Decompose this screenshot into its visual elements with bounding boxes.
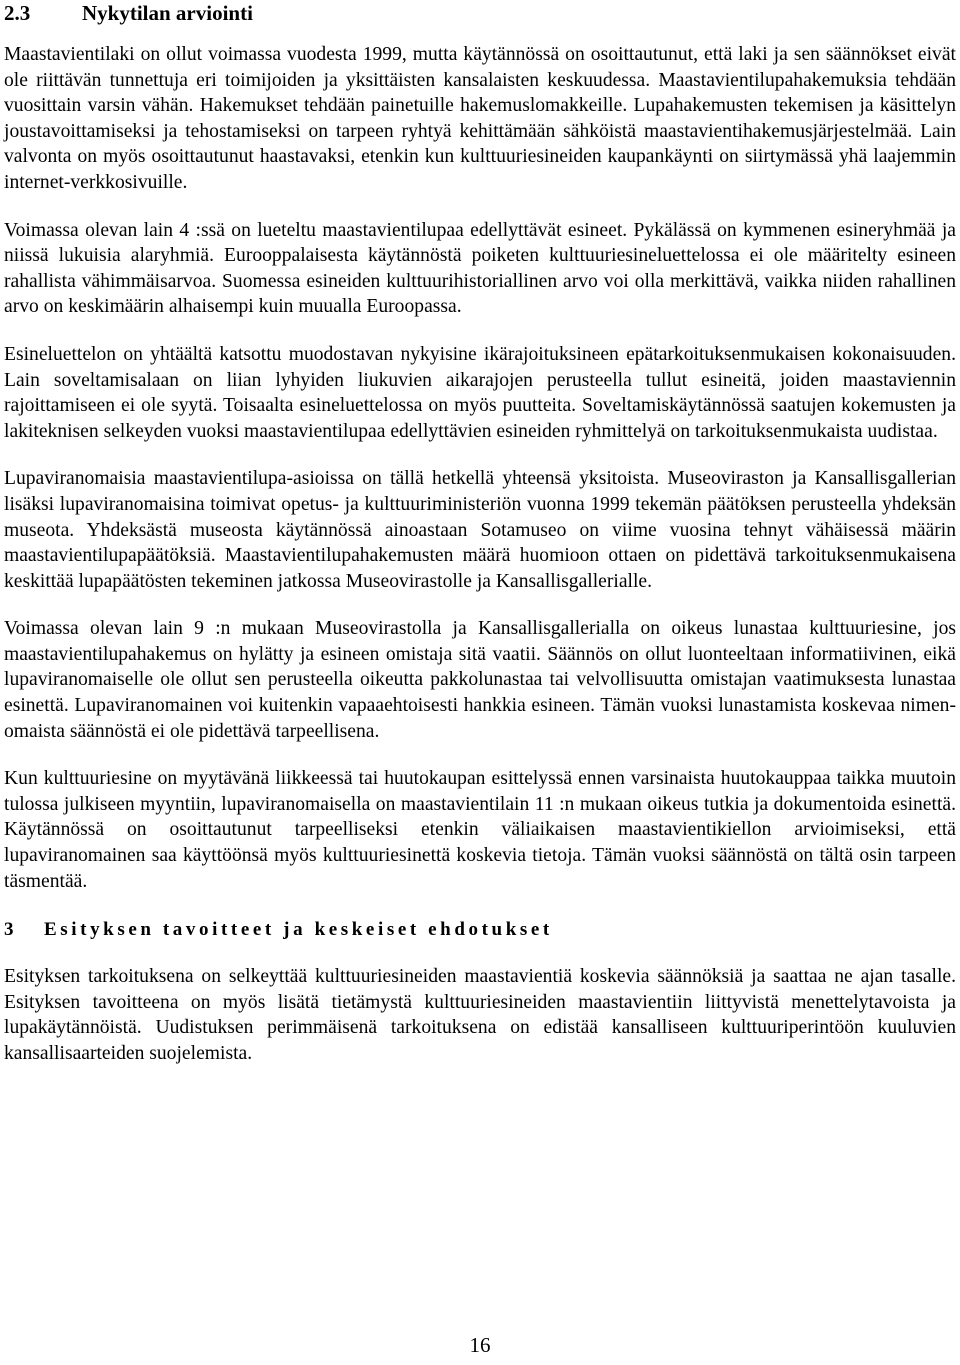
section-title: Nykytilan arviointi (82, 1, 253, 25)
paragraph-6: Kun kulttuuriesine on myytävänä liikkeessä tai huutokaupan esittelyssä ennen varsinaista huutokauppaa taikka muutoin tulossa julkiseen myyntiin, lupaviranomaisella on maastavientilain 11 :n mukaan oikeus tutkia ja dokumentoida esinettä. Käytännössä on osoittautunut tarpeelliseksi etenkin väliaikaisen maastavientikiellon arvioimiseksi, että lupaviranomainen saa käyttöönsä myös kulttuuriesinettä koskevia tietoja. Tämän vuoksi säännöstä on tältä osin tarpeen täsmentää. (4, 768, 956, 892)
section-heading-3 (4, 918, 956, 942)
paragraph-5: Voimassa olevan lain 9 :n mukaan Museovirastolla ja Kansallisgallerialla on oikeus lunastaa kulttuuriesine, jos maastavientilupahakemus on hylätty ja esineen omistaja sitä vaatii. Säännös on ollut luonteeltaan informatiivinen, eikä lupaviranomaiselle ole ollut sen perusteella oikeutta pakkolunastaa tai velvollisuutta omistajan vaatimuksesta lunastaa esinettä. Lupaviranomainen voi kuitenkin vapaaehtoisesti hankkia esineen. Tämän vuoksi lunastamista koskevaa nimenomaista säännöstä ei ole pidettävä tarpeellisena. (4, 618, 956, 742)
section-number: 2.3 (4, 1, 31, 25)
section-title: Esityksen tavoitteet ja keskeiset ehdotukset (44, 919, 553, 941)
page-number: 16 (469, 1333, 491, 1357)
paragraph-4: Lupaviranomaisia maastavientilupa-asioissa on tällä hetkellä yhteensä yksitoista. Museoviraston ja Kansallisgallerian lisäksi lupaviranomaisina toimivat opetus- ja kulttuuriministeriön vuonna 1999 tekemän päätöksen perusteella yhdeksän museota. Yhdeksästä museosta käytännössä ainoastaan Sotamuseo on viime vuosina tehnyt vähäisessä määrin maastavientilupapäätöksiä. Maastavientilupahakemusten määrä huomioon ottaen on pidettävä tarkoituksenmukaisena keskittää lupapäätösten tekeminen jatkossa Museovirastolle ja Kansallisgallerialle. (4, 468, 956, 592)
section-heading-2-3 (4, 0, 956, 30)
paragraph-section-3: Esityksen tarkoituksena on selkeyttää kulttuuriesineiden maastavientiä koskevia säännöksiä ja saattaa ne ajan tasalle. Esityksen tavoitteena on myös lisätä tietämystä kulttuuriesineiden maastavientiin liittyvistä menettelytavoista ja lupakäytännöistä. Uudistuksen perimmäisenä tarkoituksena on edistää kansalliseen kulttuuriperintöön kuuluvien kansallisaarteiden suojelemista. (4, 966, 956, 1064)
paragraph-3: Esineluettelon on yhtäältä katsottu muodostavan nykyisine ikärajoituksineen epätarkoituksenmukaisen kokonaisuuden. Lain soveltamisalaan on liian lyhyiden liukuvien aikarajojen perusteella tullut esineitä, joiden maastaviennin rajoittamiseen ei ole syytä. Toisaalta esineluettelossa on myös puutteita. Soveltamiskäytännössä saatujen kokemusten ja lakiteknisen selkeyden vuoksi maastavientilupaa edellyttävien esineiden ryhmittelyä on tarkoituksenmukaista uudistaa. (4, 343, 956, 442)
paragraph-2: Voimassa olevan lain 4 :ssä on lueteltu maastavientilupaa edellyttävät esineet. Pykälässä on kymmenen esineryhmää ja niissä lukuisia alaryhmiä. Eurooppalaisesta käytännöstä poiketen kulttuuriesineluettelossa ei ole määritelty esineen rahallista vähimmäisarvoa. Suomessa esineiden kulttuurihistoriallinen arvo voi olla merkittävä, vaikka niiden rahallinen arvo on keskimäärin alhaisempi kuin muualla Euroopassa. (4, 219, 956, 318)
section-number: 3 (4, 919, 14, 941)
paragraph-1: Maastavientilaki on ollut voimassa vuodesta 1999, mutta käytännössä on osoittautunut, että laki ja sen säännökset eivät ole riittävän tunnettuja eri toimijoiden ja yksittäisten kansalaisten keskuudessa. Maastavientilupahakemuksia tehdään vuosittain varsin vähän. Hakemukset tehdään painetuille hakemuslomakkeille. Lupahakemusten tekemisen ja käsittelyn joustavoittamiseksi ja tehostamiseksi on tarpeen ryhtyä kehittämään sähköistä maastavientihakemusjärjestelmää. Lain valvonta on myös osoittautunut haastavaksi, etenkin kun kulttuuriesineiden kaupankäynti on siirtymässä yhä laajemmin internet-verkkosivuille. (4, 44, 956, 193)
